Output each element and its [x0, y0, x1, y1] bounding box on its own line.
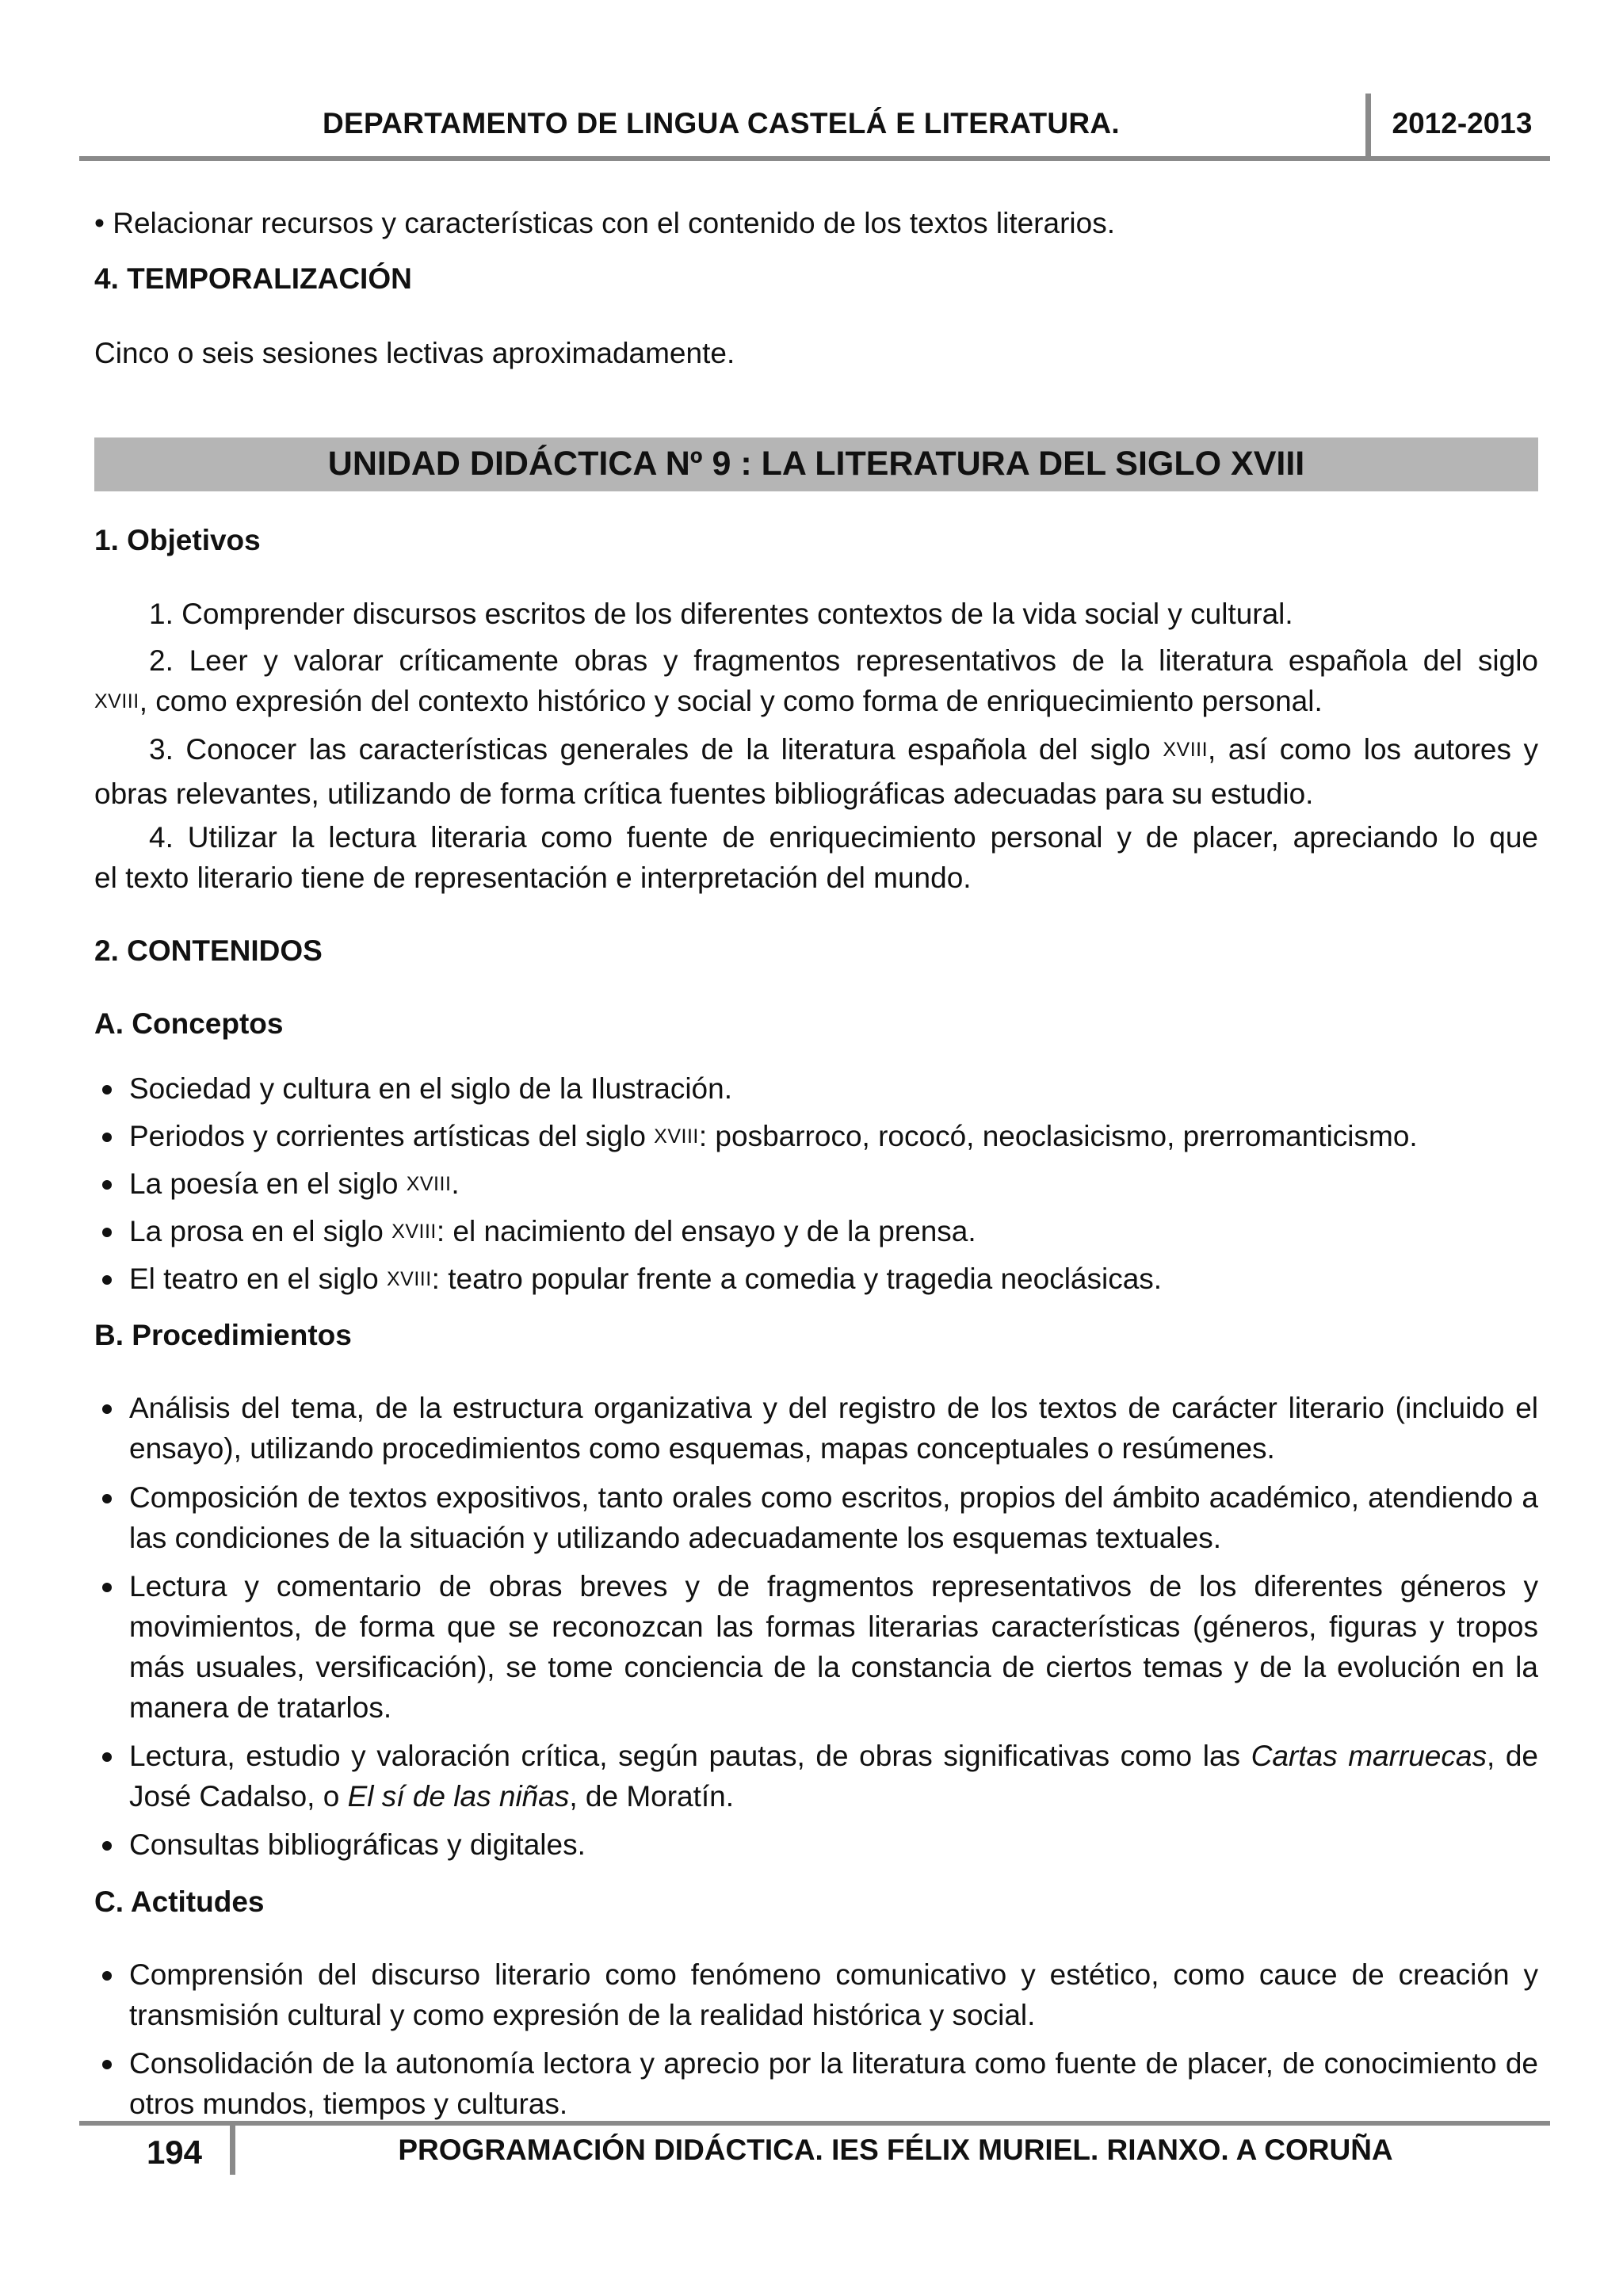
objetivo-3	[94, 729, 1538, 814]
actitud-item	[94, 2043, 1538, 2124]
siglo-xviii-smallcaps: XVIII	[1163, 739, 1209, 761]
intro-bullet: • Relacionar recursos y características con el contenido de los textos literarios.	[94, 207, 1115, 239]
bullet-icon	[94, 1068, 129, 1109]
siglo-xviii-smallcaps: XVIII	[406, 1173, 452, 1195]
procedimiento-text: Análisis del tema, de la estructura organizativa y del registro de los textos de carácter literario (incluido el ensayo), utilizando procedimientos como esquemas, mapas conceptuales o resúmenes.	[129, 1392, 1538, 1465]
objetivo-1: 1. Comprender discursos escritos de los diferentes contextos de la vida social y cultural.	[149, 598, 1293, 630]
bullet-icon	[94, 1477, 129, 1558]
work-title: El sí de las niñas	[347, 1780, 570, 1813]
temporalizacion-heading: 4. TEMPORALIZACIÓN	[94, 262, 412, 295]
siglo-xviii-smallcaps: XVIII	[654, 1125, 699, 1148]
bullet-icon	[94, 1954, 129, 2035]
concepto-item	[94, 1116, 1538, 1160]
actitudes-heading: C. Actitudes	[94, 1885, 265, 1918]
unit-title: UNIDAD DIDÁCTICA Nº 9 : LA LITERATURA DEL SIGLO XVIII	[327, 445, 1305, 483]
concepto-text: Sociedad y cultura en el siglo de la Ilustración.	[129, 1072, 732, 1105]
objetivo-4-line-1: 4. Utilizar la lectura literaria como fuente de enriquecimiento personal y de placer, apreciando lo que	[149, 821, 1538, 854]
objetivo-2	[94, 640, 1538, 725]
procedimiento-item	[94, 1388, 1538, 1469]
concepto-text-part: El teatro en el siglo	[129, 1263, 387, 1295]
concepto-text-part: .	[451, 1167, 460, 1200]
procedimiento-text	[129, 1736, 1538, 1817]
procedimiento-text-part: , de Moratín.	[569, 1780, 735, 1813]
concepto-text-part: La poesía en el siglo	[129, 1167, 407, 1200]
concepto-text-part: : teatro popular frente a comedia y tragedia neoclásicas.	[431, 1263, 1163, 1295]
objetivo-4	[94, 817, 1538, 898]
actitud-text: Comprensión del discurso literario como fenómeno comunicativo y estético, como cauce de creación y transmisión cultural y como expresión de la realidad histórica y social.	[129, 1958, 1538, 2031]
header-department: DEPARTAMENTO DE LINGUA CASTELÁ E LITERATURA.	[322, 107, 1121, 139]
concepto-text-part: Periodos y corrientes artísticas del siglo	[129, 1120, 655, 1152]
bullet-icon	[94, 2043, 129, 2124]
procedimiento-text: Composición de textos expositivos, tanto orales como escritos, propios del ámbito académico, atendiendo a las condiciones de la situación y utilizando adecuadamente los esquemas textuales.	[129, 1481, 1538, 1554]
objetivo-2-line-2	[94, 681, 1538, 725]
procedimiento-text-part: , de José Cadalso, o	[129, 1740, 1538, 1813]
actitud-item	[94, 1954, 1538, 2035]
procedimiento-item	[94, 1736, 1538, 1817]
concepto-text-part: : el nacimiento del ensayo y de la prensa.	[436, 1215, 976, 1247]
bullet-icon	[94, 1211, 129, 1255]
bullet-icon	[94, 1259, 129, 1303]
page-number: 194	[146, 2134, 203, 2171]
header-year: 2012-2013	[1392, 107, 1533, 139]
concepto-item	[94, 1163, 1538, 1208]
footer-text: PROGRAMACIÓN DIDÁCTICA. IES FÉLIX MURIEL. RIANXO. A CORUÑA	[398, 2134, 1393, 2166]
objetivo-2-line-2-text: , como expresión del contexto histórico y social y como forma de enriquecimiento personal.	[139, 685, 1323, 717]
objetivo-3-line-1-end: , así como los autores y	[1208, 733, 1538, 766]
siglo-xviii-smallcaps: XVIII	[391, 1221, 437, 1243]
objetivo-2-line-1: 2. Leer y valorar críticamente obras y fragmentos representativos de la literatura española del siglo	[149, 644, 1538, 677]
procedimiento-text: Lectura y comentario de obras breves y de fragmentos representativos de los diferentes géneros y movimientos, de forma que se reconozcan las formas literarias características (géneros, figuras y tropos más usuales, versificación), se tome conciencia de la constancia de ciertos temas y de la evolución en la manera de tratarlos.	[129, 1570, 1538, 1724]
procedimiento-item	[94, 1566, 1538, 1728]
concepto-text	[129, 1163, 1538, 1208]
concepto-item	[94, 1259, 1538, 1303]
contenidos-heading: 2. CONTENIDOS	[94, 934, 323, 967]
concepto-item	[94, 1211, 1538, 1255]
siglo-xviii-smallcaps: XVIII	[94, 690, 139, 712]
work-title: Cartas marruecas	[1251, 1740, 1487, 1772]
concepto-text	[129, 1116, 1538, 1160]
objetivos-heading: 1. Objetivos	[94, 524, 261, 556]
objetivo-4-line-2: el texto literario tiene de representación e interpretación del mundo.	[94, 861, 972, 894]
objetivo-3-line-1	[94, 729, 1538, 774]
footer-rule	[79, 2121, 1550, 2126]
bullet-icon	[94, 1824, 129, 1865]
procedimiento-text-part: Lectura, estudio y valoración crítica, según pautas, de obras significativas como las	[129, 1740, 1251, 1772]
procedimiento-item	[94, 1477, 1538, 1558]
siglo-xviii-smallcaps: XVIII	[386, 1268, 432, 1290]
bullet-icon	[94, 1566, 129, 1728]
footer-separator	[230, 2121, 235, 2175]
header-separator	[1365, 94, 1371, 157]
procedimiento-item	[94, 1824, 1538, 1865]
bullet-icon	[94, 1163, 129, 1208]
concepto-text-part: : posbarroco, rococó, neoclasicismo, prerromanticismo.	[698, 1120, 1418, 1152]
concepto-text	[129, 1259, 1538, 1303]
objetivo-3-line-1-text: 3. Conocer las características generales de la literatura española del siglo	[149, 733, 1163, 766]
actitud-text: Consolidación de la autonomía lectora y aprecio por la literatura como fuente de placer, de conocimiento de otros mundos, tiempos y culturas.	[129, 2047, 1538, 2120]
concepto-text-part: La prosa en el siglo	[129, 1215, 392, 1247]
conceptos-heading: A. Conceptos	[94, 1007, 284, 1040]
procedimientos-heading: B. Procedimientos	[94, 1319, 352, 1351]
temporalizacion-text: Cinco o seis sesiones lectivas aproximadamente.	[94, 337, 735, 369]
bullet-icon	[94, 1388, 129, 1469]
objetivo-3-line-2: obras relevantes, utilizando de forma crítica fuentes bibliográficas adecuadas para su estudio.	[94, 777, 1314, 810]
bullet-icon	[94, 1736, 129, 1817]
bullet-icon	[94, 1116, 129, 1160]
concepto-text	[129, 1211, 1538, 1255]
header-rule	[79, 156, 1550, 161]
procedimiento-text: Consultas bibliográficas y digitales.	[129, 1828, 586, 1861]
concepto-item	[94, 1068, 1538, 1109]
